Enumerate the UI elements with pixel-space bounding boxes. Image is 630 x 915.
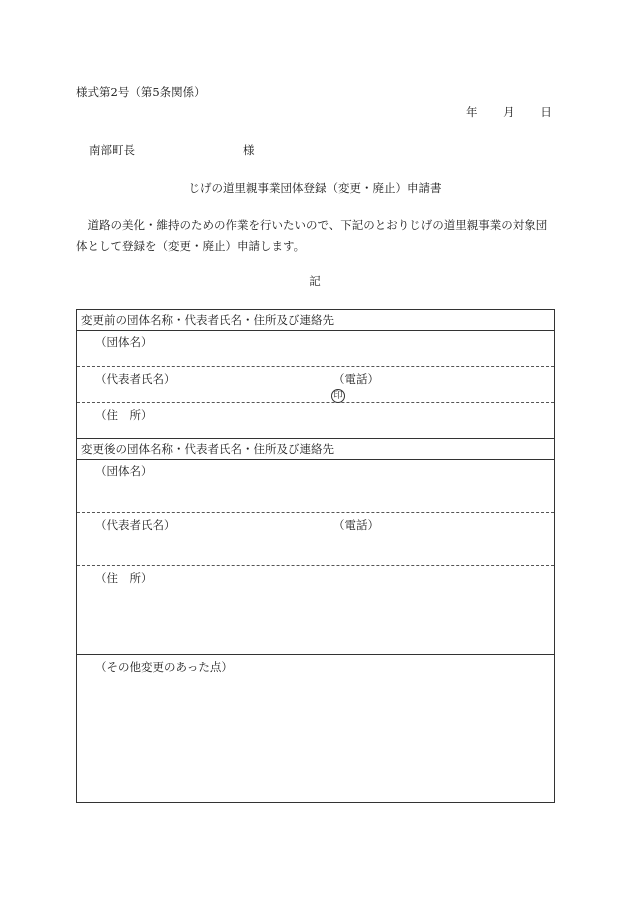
addressee xyxy=(89,142,255,158)
after-group-name-label: （団体名） xyxy=(95,464,153,478)
date-line xyxy=(466,104,552,120)
after-address-label: （住 所） xyxy=(95,571,153,585)
before-group-name-label: （団体名） xyxy=(95,335,153,349)
addressee-honorific: 様 xyxy=(243,143,255,157)
after-group-name-row[interactable] xyxy=(77,459,554,513)
after-phone-label: （電話） xyxy=(333,518,379,532)
after-section-heading: 変更後の団体名称・代表者氏名・住所及び連絡先 xyxy=(77,439,554,460)
after-representative-label: （代表者氏名） xyxy=(95,518,176,532)
before-section-heading: 変更前の団体名称・代表者氏名・住所及び連絡先 xyxy=(77,310,554,331)
ki-heading: 記 xyxy=(309,274,321,288)
form-number: 様式第2号（第5条関係） xyxy=(76,85,206,99)
other-changes-label: （その他変更のあった点） xyxy=(95,660,233,674)
before-phone-label: （電話） xyxy=(333,372,379,386)
before-address-label: （住 所） xyxy=(95,408,153,422)
after-address-row[interactable] xyxy=(77,566,554,655)
before-representative-row[interactable] xyxy=(77,367,554,403)
before-representative-label: （代表者氏名） xyxy=(95,372,176,386)
before-address-row[interactable] xyxy=(77,403,554,439)
other-changes-row[interactable] xyxy=(77,655,554,802)
after-representative-row[interactable] xyxy=(77,513,554,566)
document-title: じげの道里親事業団体登録（変更・廃止）申請書 xyxy=(188,181,442,195)
application-form-table xyxy=(76,309,555,803)
seal-mark: 印 xyxy=(331,389,345,403)
addressee-mayor: 南部町長 xyxy=(89,143,135,157)
date-day: 日 xyxy=(540,105,552,119)
body-text: 道路の美化・維持のための作業を行いたいので、下記のとおりじげの道里親事業の対象団体として登録を（変更・廃止）申請します。 xyxy=(76,218,548,253)
before-group-name-row[interactable] xyxy=(77,330,554,367)
date-year: 年 xyxy=(466,105,478,119)
date-month: 月 xyxy=(503,105,515,119)
